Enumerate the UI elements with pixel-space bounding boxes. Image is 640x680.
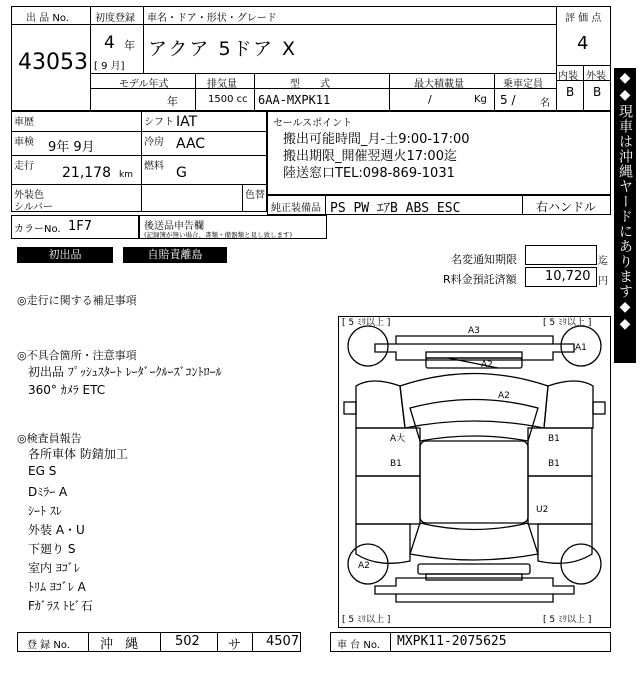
shift-label: シフト (144, 117, 174, 128)
name-change-unit: 迄 (598, 256, 608, 267)
car-diagram (338, 316, 611, 628)
inspector-line: Fｶﾞﾗｽ ﾄﾋﾞ石 (28, 599, 93, 613)
inspection-label: 車検 (14, 137, 34, 148)
damage-mark: B1 (390, 459, 402, 469)
damage-mark: B1 (548, 459, 560, 469)
capacity-label: 乗車定員 (503, 79, 543, 90)
damage-mark: A2 (498, 391, 510, 401)
inspector-line: 下廻り S (28, 542, 76, 556)
first-reg-year: 4 (104, 33, 115, 53)
name-change-box (525, 245, 597, 265)
recycle-value: 10,720 (545, 269, 591, 284)
inspection-value: 9年 9月 (48, 140, 95, 155)
interior-label: 内装 (558, 71, 578, 82)
capacity-unit: 名 (540, 98, 550, 109)
defects-title: ◎不具合箇所・注意事項 (17, 349, 137, 362)
liability-insurance-badge: 自賠責離島 (123, 247, 227, 263)
mileage-unit: km (119, 170, 133, 180)
options-label: 純正装備品 (271, 203, 321, 214)
first-reg-year-unit: 年 (124, 39, 135, 52)
model-year-label: モデル年式 (119, 79, 169, 90)
damage-mark: A1 (575, 343, 587, 353)
damage-mark: A3 (468, 326, 480, 336)
damage-mark: A大 (390, 434, 406, 444)
inspector-line: 室内 ﾖｺﾞﾚ (28, 561, 80, 575)
max-load-unit: Kg (474, 94, 487, 105)
recycle-label: R料金預託済額 (443, 273, 517, 286)
fuel-value: G (176, 165, 187, 181)
inspector-line: 外装 A・U (28, 523, 85, 537)
sales-point-line: 搬出可能時間_月-土9:00-17:00 (283, 132, 470, 147)
sales-point-line: 搬出期限_開催翌週火17:00迄 (283, 149, 457, 164)
aircon-label: 冷房 (144, 137, 164, 148)
color-change-label: 色替 (245, 190, 265, 201)
registration-number: 4507 (266, 634, 300, 649)
recycle-unit: 円 (598, 276, 608, 287)
fuel-label: 燃料 (144, 161, 164, 172)
exterior-grade: B (593, 85, 602, 99)
defect-line: 初出品 ﾌﾟｯｼｭｽﾀｰﾄ ﾚｰﾀﾞｰｸﾙｰｽﾞｺﾝﾄﾛｰﾙ (28, 365, 222, 379)
chassis-number: MXPK11-2075625 (397, 634, 507, 649)
ext-color-value: シルバー (14, 202, 54, 213)
displacement-label: 排気量 (207, 79, 237, 90)
inspector-line: EG S (28, 464, 57, 478)
side-banner-text: ◆◆現車は沖縄ヤードにあります◆◆ (617, 70, 633, 333)
score-value: 4 (577, 33, 589, 54)
registration-area: 沖 縄 (100, 637, 143, 652)
lot-number: 43053 (18, 50, 88, 75)
color-no-value: 1F7 (68, 219, 93, 234)
interior-grade: B (566, 85, 575, 99)
details-frame (11, 111, 267, 212)
damage-mark: A2 (358, 561, 370, 571)
sales-point-title: セールスポイント (273, 118, 353, 129)
model-type: 6AA-MXPK11 (258, 93, 331, 107)
mileage-label: 走行 (14, 161, 34, 172)
type-label: 型 式 (290, 79, 330, 90)
chassis-label: 車 台 No. (337, 640, 380, 651)
aftermarket-label: 後送品申告欄 (144, 221, 204, 232)
car-name: アクア 5ドア X (148, 38, 298, 60)
sales-point-line: 陸送窓口TEL:098-869-1031 (283, 166, 455, 181)
name-change-label: 名変通知期限 (451, 253, 517, 266)
max-load-label: 最大積載量 (414, 79, 464, 90)
damage-mark: U2 (536, 505, 549, 515)
tire-label-front-left: [ 5 ﾐﾘ以上 ] (342, 318, 391, 328)
color-no-label: カラーNo. (14, 224, 61, 235)
first-reg-label: 初度登録 (95, 13, 135, 24)
inspector-line: ｼｰﾄ ｽﾚ (28, 504, 62, 518)
displacement: 1500 cc (208, 94, 248, 105)
max-load: / (428, 93, 432, 106)
registration-kana: サ (228, 638, 242, 653)
registration-label: 登 録 No. (27, 640, 70, 651)
inspector-line: ﾄﾘﾑ ﾖｺﾞﾚ A (28, 580, 86, 594)
capacity: 5 / (500, 93, 516, 107)
defect-line: 360° ｶﾒﾗ ETC (28, 383, 106, 397)
damage-mark: A2 (481, 360, 493, 370)
exterior-label: 外装 (586, 71, 606, 82)
first-reg-month: [ 9 月] (94, 61, 125, 72)
tire-label-rear-left: [ 5 ﾐﾘ以上 ] (342, 615, 391, 625)
ext-color-label: 外装色 (14, 190, 44, 201)
mileage-value: 21,178 (62, 165, 111, 181)
registration-class: 502 (175, 634, 200, 649)
inspector-title: ◎検査員報告 (17, 432, 82, 445)
lot-label: 出 品 No. (26, 13, 69, 24)
first-listing-badge: 初出品 (17, 247, 113, 263)
aircon-value: AAC (176, 136, 206, 152)
shift-value: IAT (176, 114, 198, 130)
inspector-line: Dﾐﾗｰ A (28, 485, 68, 499)
damage-mark: B1 (548, 434, 560, 444)
options-value: PS PW ｴｱB ABS ESC (330, 201, 461, 216)
tire-label-rear-right: [ 5 ﾐﾘ以上 ] (543, 615, 592, 625)
model-year-unit: 年 (167, 95, 178, 108)
tire-label-front-right: [ 5 ﾐﾘ以上 ] (543, 318, 592, 328)
steering-value: 右ハンドル (536, 200, 597, 214)
history-label: 車歴 (14, 117, 34, 128)
score-label: 評 価 点 (565, 13, 602, 24)
inspector-line: 各所車体 防錆加工 (28, 447, 128, 461)
car-name-label: 車名・ドア・形状・グレード (147, 13, 277, 24)
driving-notes-title: ◎走行に関する補足事項 (17, 294, 137, 307)
aftermarket-note: (記録簿が無い場合、書類・備器類と見し致します) (144, 231, 293, 239)
